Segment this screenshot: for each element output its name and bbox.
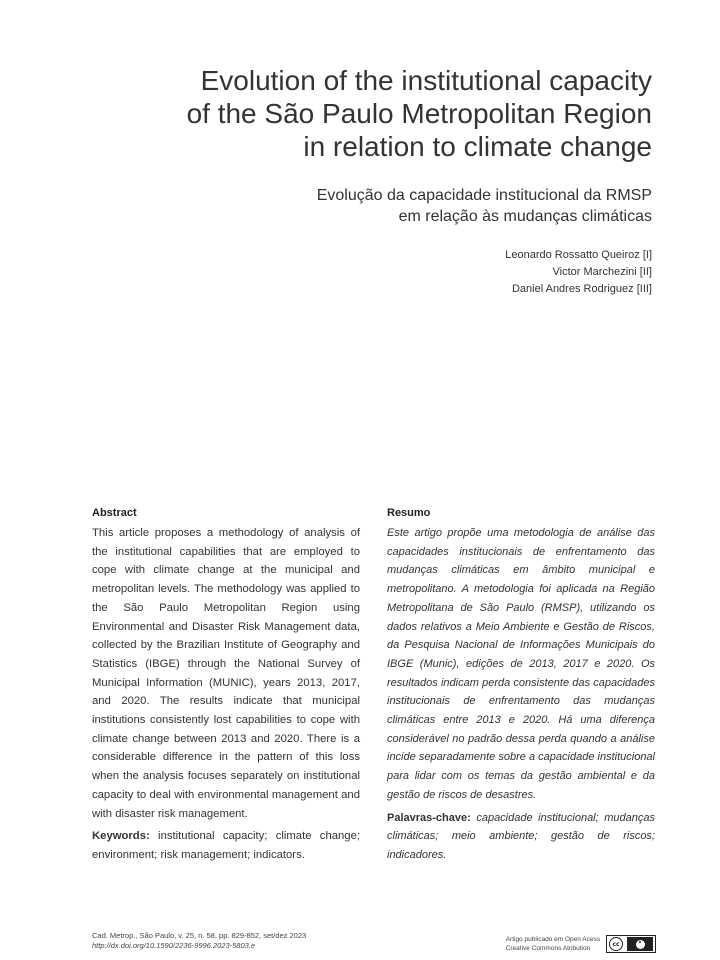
license-note [506,935,600,953]
cc-by-license-icon[interactable] [606,935,656,953]
keywords [92,827,360,864]
palavras-chave-label: Palavras-chave: [387,811,471,824]
resumo-text: Este artigo propõe uma metodologia de análise das capacidades institucionais de enfrentamento das mudanças climáticas em âmbito municipal e metropolitano. A metodologia foi aplicada na Região Metropolitana de São Paulo (RMSP), utilizando os dados relativos a Meio Ambiente e Gestão de Riscos, da Pesquisa Nacional de Informações Municipais do IBGE (Munic), edições de 2013, 2017 e 2020. Os resultados indicam perda consistente das capacidades institucionais de enfrentamento das mudanças climáticas entre 2013 e 2020. Há uma diferença considerável no padrão dessa perda quando a análise incide separadamente sobre a capacidade institucional para lidar com os temas da gestão ambiental e da gestão de riscos de desastres. [387,527,655,801]
person-icon [636,940,645,949]
title-line: Evolution of the institutional capacity [200,65,652,96]
resumo-section [387,506,655,865]
license-line: Artigo publicado em Open Acess [505,936,600,943]
resumo-heading: Resumo [387,507,431,519]
keywords-label: Keywords: [92,830,150,843]
author-name: Leonardo Rossatto Queiroz [I] [505,249,652,261]
keywords-text: institutional capacity; climate change; environment; risk management; indicators. [92,830,360,861]
article-title [132,64,652,163]
palavras-chave-text: capacidade institucional; mudanças climáticas; meio ambiente; gestão de riscos; indicadores. [387,811,655,861]
cc-icon: cc [609,937,623,951]
citation-footer [92,931,306,951]
subtitle-line: em relação às mudanças climáticas [398,208,652,225]
author-list [332,247,652,298]
license-line: Creative Commons Atribution [505,945,591,952]
article-subtitle [192,185,652,227]
abstract-text: This article proposes a methodology of analysis of the institutional capabilities that are employed to cope with climate change at the municipal and metropolitan levels. The methodology was applied to the São Paulo Metropolitan Region using Environmental and Disaster Risk Management data, collected by the Brazilian Institute of Geography and Statistics (IBGE) through the National Survey of Municipal Information (MUNIC), years 2013, 2017, and 2020. The results indicate that municipal institutions consistently lost capabilities to cope with climate change between 2013 and 2020. There is a considerable difference in the pattern of this loss when the analysis focuses separately on institutional capacity to deal with environmental management and with disaster risk management. [92,527,360,820]
title-line: of the São Paulo Metropolitan Region [186,98,652,129]
author-name: Daniel Andres Rodriguez [III] [511,283,652,295]
abstract-heading: Abstract [92,507,137,519]
title-line: in relation to climate change [303,131,652,162]
citation-text: Cad. Metrop., São Paulo, v. 25, n. 58, pp. 829-852, set/dez 2023 [92,931,307,940]
palavras-chave [387,809,655,865]
attribution-icon [627,937,653,951]
author-name: Victor Marchezini [II] [552,266,652,278]
abstract-section [92,506,360,865]
subtitle-line: Evolução da capacidade institucional da RMSP [316,187,652,204]
doi-link[interactable]: http://dx.doi.org/10.1590/2236-9996.2023-5803.e [92,941,256,950]
